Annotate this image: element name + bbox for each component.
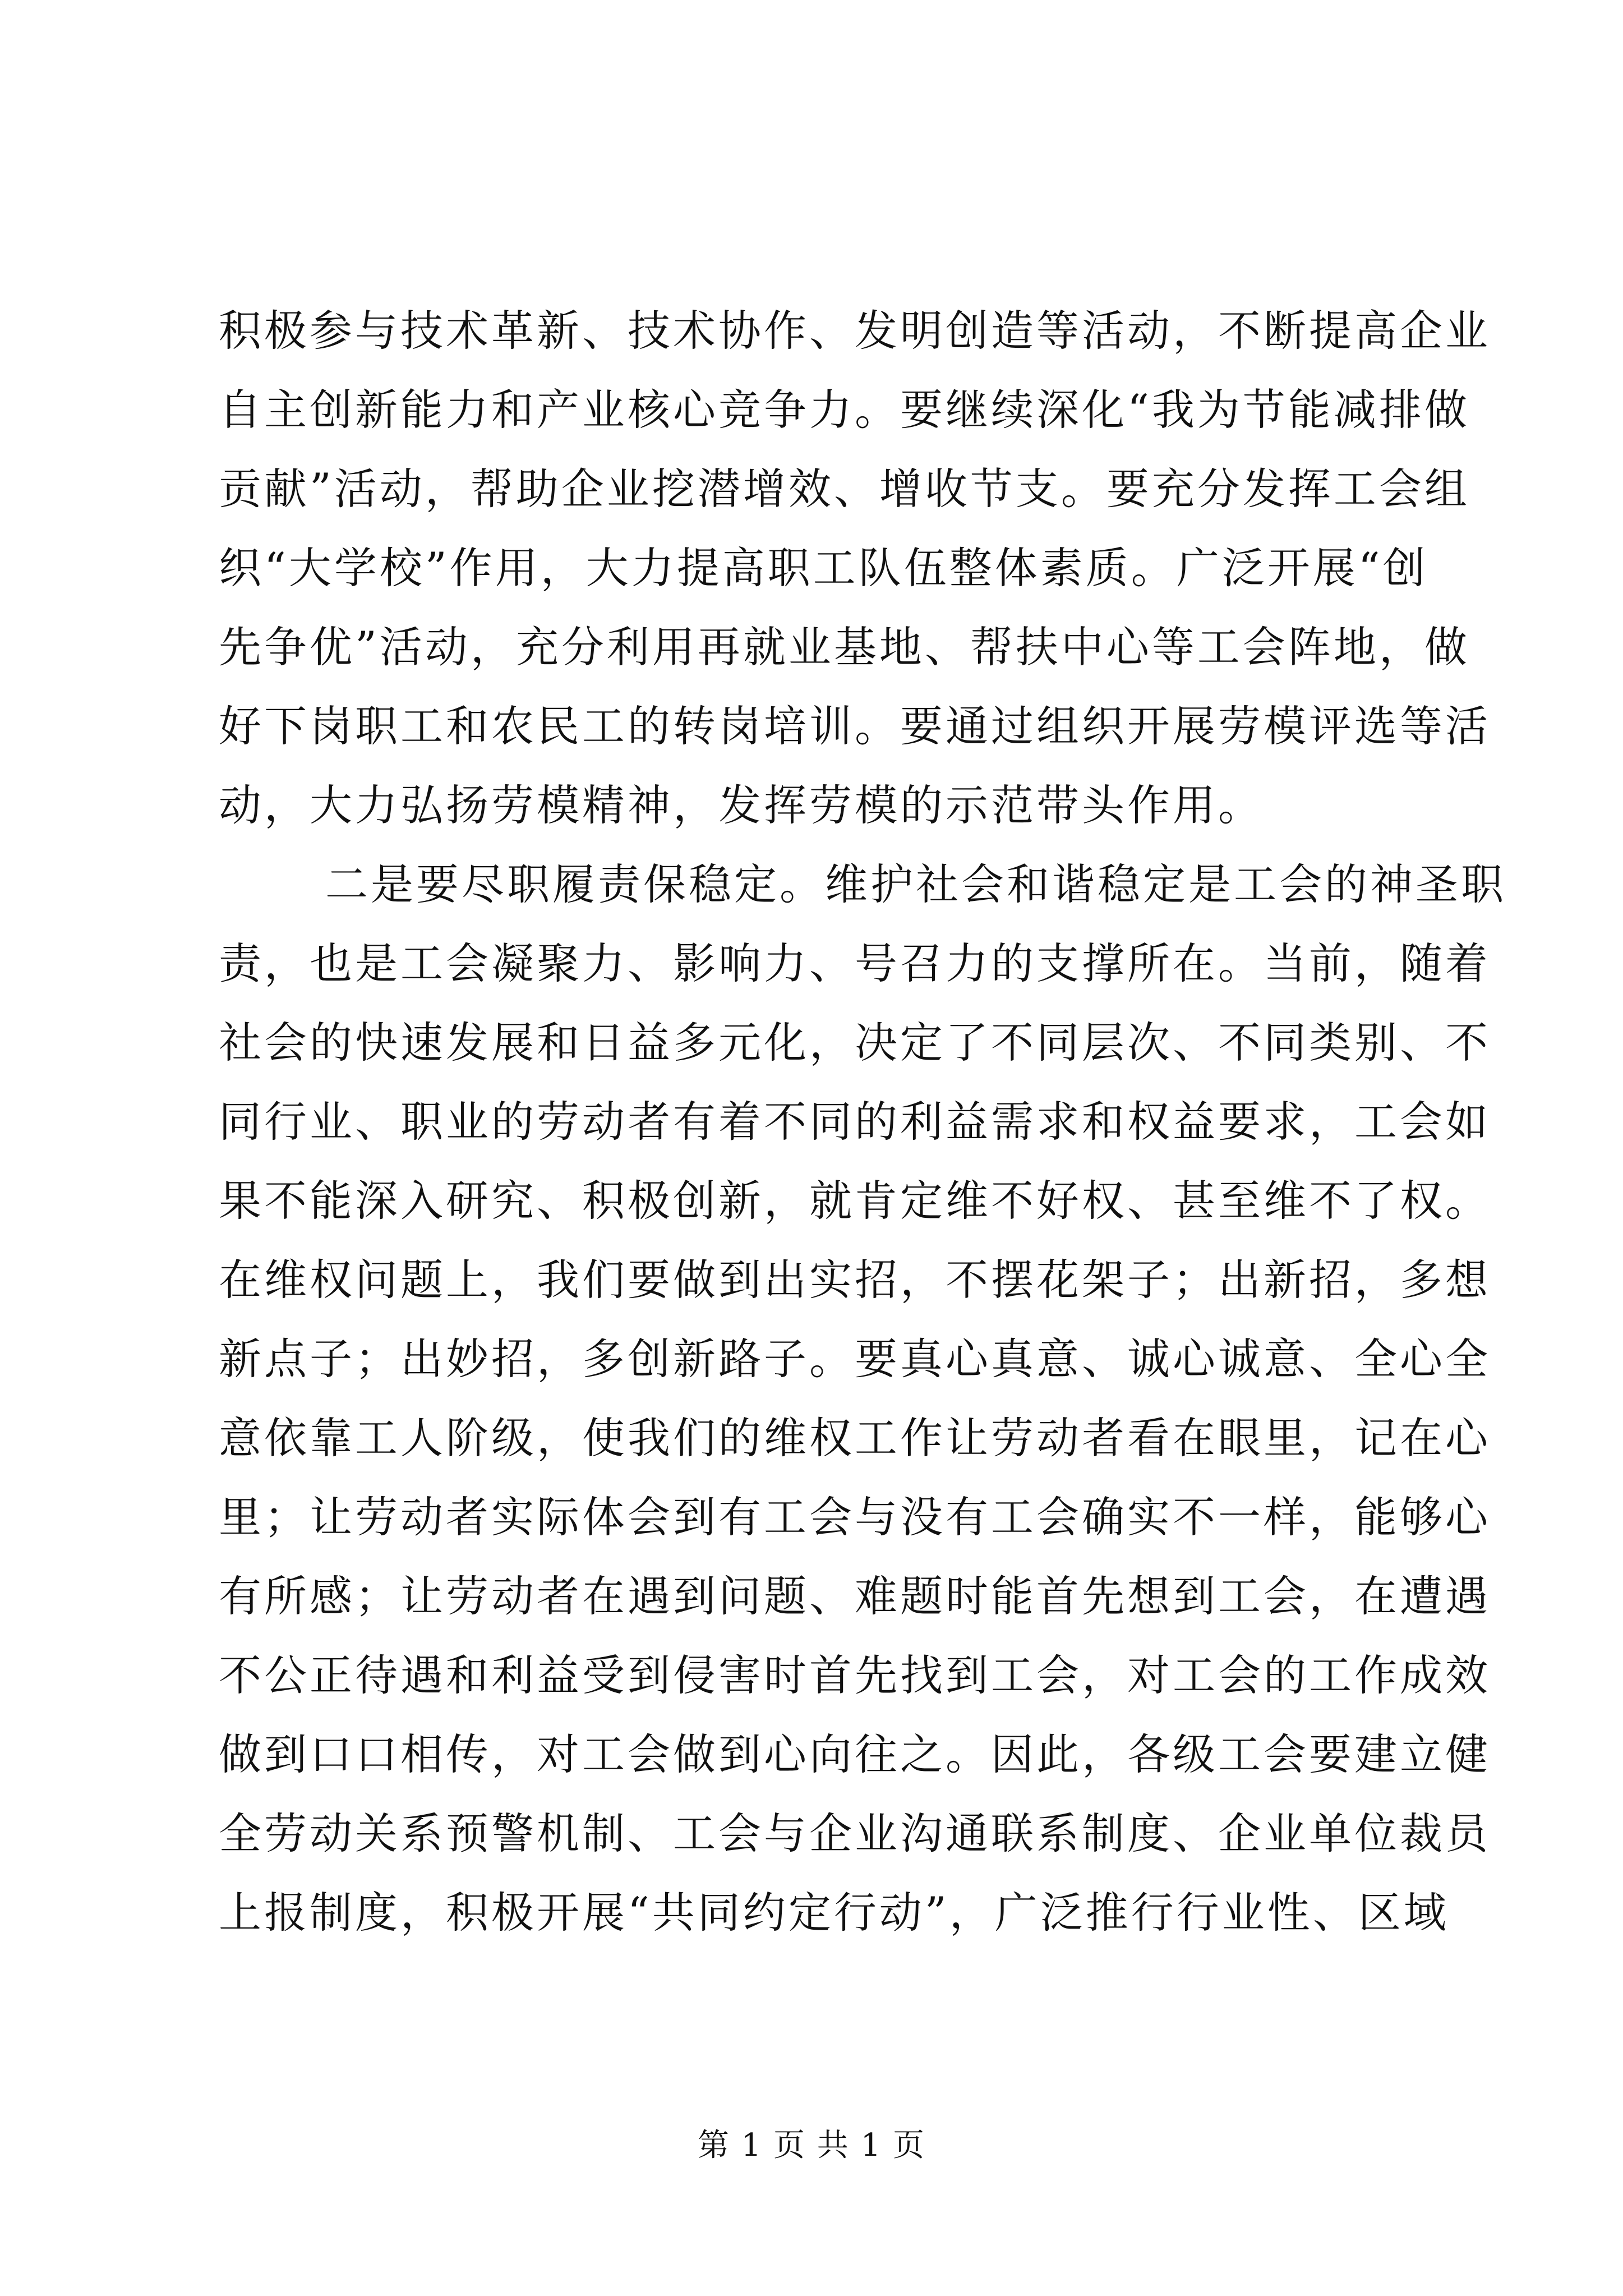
text-line: 意依靠工人阶级，使我们的维权工作让劳动者看在眼里，记在心: [219, 1413, 1491, 1463]
text-line: 同行业、职业的劳动者有着不同的利益需求和权益要求，工会如: [219, 1097, 1491, 1147]
text-line: 积极参与技术革新、技术协作、发明创造等活动，不断提高企业: [219, 306, 1491, 356]
page-number-footer: 第 1 页 共 1 页: [697, 2127, 926, 2164]
text-line: 自主创新能力和产业核心竞争力。要继续深化“我为节能减排做: [219, 385, 1470, 435]
text-line: 新点子；出妙招，多创新路子。要真心真意、诚心诚意、全心全: [219, 1334, 1491, 1384]
paragraph-first-line: 二是要尽职履责保稳定。维护社会和谐稳定是工会的神圣职: [325, 859, 1506, 909]
text-line: 动，大力弘扬劳模精神，发挥劳模的示范带头作用。: [219, 780, 1264, 830]
text-line: 社会的快速发展和日益多元化，决定了不同层次、不同类别、不: [219, 1018, 1491, 1068]
text-line: 责，也是工会凝聚力、影响力、号召力的支撑所在。当前，随着: [219, 938, 1491, 988]
text-line: 上报制度，积极开展“共同约定行动”，广泛推行行业性、区域: [219, 1888, 1449, 1938]
text-line: 好下岗职工和农民工的转岗培训。要通过组织开展劳模评选等活: [219, 701, 1491, 751]
text-line: 全劳动关系预警机制、工会与企业沟通联系制度、企业单位裁员: [219, 1809, 1491, 1858]
text-line: 织“大学校”作用，大力提高职工队伍整体素质。广泛开展“创: [219, 543, 1428, 593]
text-line: 在维权问题上，我们要做到出实招，不摆花架子；出新招，多想: [219, 1255, 1491, 1305]
text-line: 做到口口相传，对工会做到心向往之。因此，各级工会要建立健: [219, 1729, 1491, 1779]
text-line: 不公正待遇和利益受到侵害时首先找到工会，对工会的工作成效: [219, 1650, 1491, 1700]
text-line: 里；让劳动者实际体会到有工会与没有工会确实不一样，能够心: [219, 1492, 1491, 1542]
text-line: 贡献”活动，帮助企业挖潜增效、增收节支。要充分发挥工会组: [219, 464, 1470, 514]
text-line: 果不能深入研究、积极创新，就肯定维不好权、甚至维不了权。: [219, 1176, 1491, 1226]
text-line: 先争优”活动，充分利用再就业基地、帮扶中心等工会阵地，做: [219, 622, 1470, 672]
text-line: 有所感；让劳动者在遇到问题、难题时能首先想到工会，在遭遇: [219, 1571, 1491, 1621]
